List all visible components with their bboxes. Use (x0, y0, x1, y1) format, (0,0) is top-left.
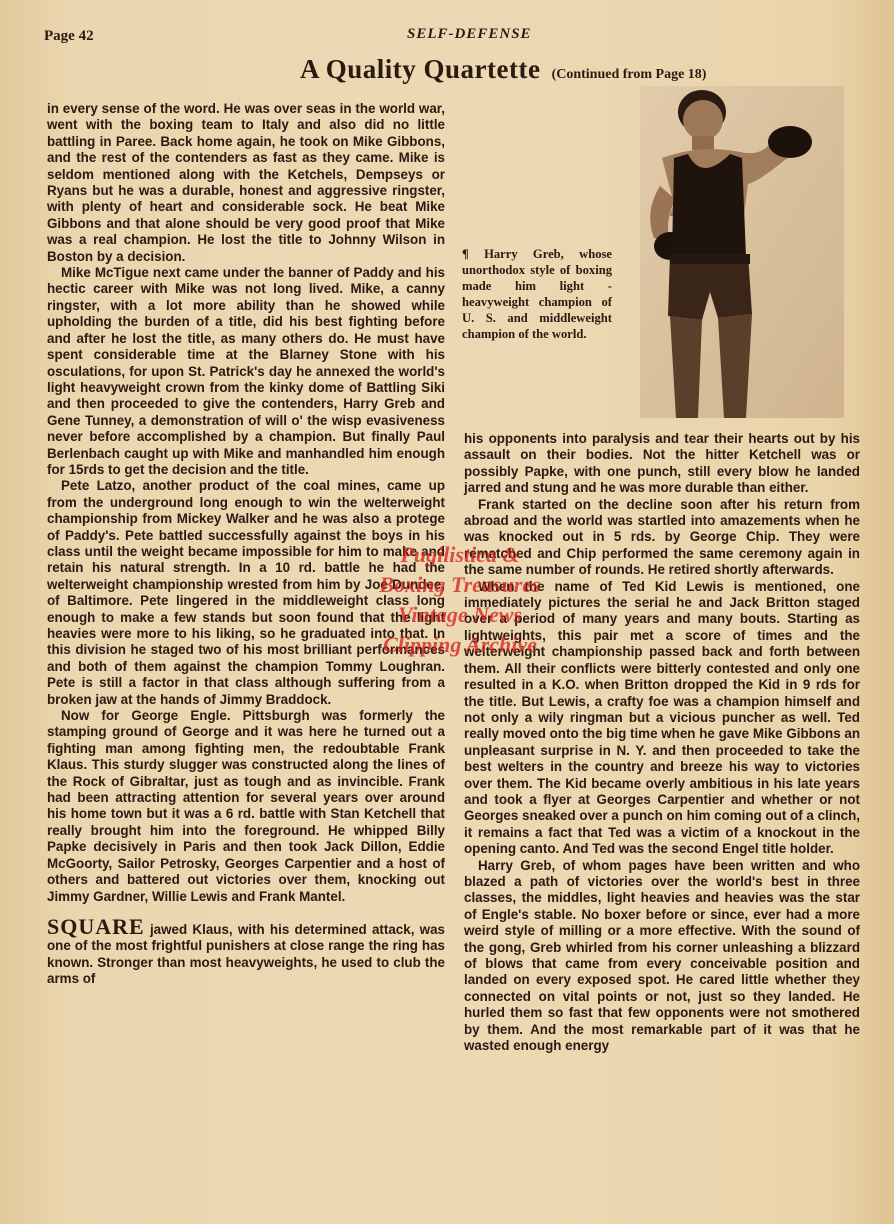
paragraph: Now for George Engle. Pittsburgh was formerly the stamping ground of George and it was here he turned out a fighting man among fighting men, the redoubtable Frank Klaus. This sturdy slugger was constructed along the lines of the Rock of Gibraltar, just as tough and as invincible. Frank had been attracting attention for several years over around his home town but it was a 6 rd. battle with Stan Ketchell that really brought him into the foreground. He whipped Billy Papke decisively in Paris and then took Jack Dillon, Eddie McGoorty, Sailor Petrosky, Georges Carpentier and a host of others and battered out victories over them, knocking out Jimmy Gardner, Willie Lewis and Frank Mantel. (47, 708, 445, 904)
paragraph: in every sense of the word. He was over seas in the world war, went with the boxing team to Italy and also did no little battling in Paree. Back home again, he took on Mike Gibbons, and the rest of the contenders as fast as they came. Mike is seldom mentioned along with the Ketchels, Dempseys or Ryans but he was a durable, honest and aggressive ringster, with plenty of heart and considerable sock. He beat Mike Gibbons and that alone should be very good proof that Mike was a real champion. He lost the title to Johnny Wilson in Boston by a decision. (47, 101, 445, 264)
watermark-line: Clipping Archive (383, 632, 537, 657)
paragraph: Harry Greb, of whom pages have been written and who blazed a path of victories over the world's best in three classes, the middles, light heavies and heavies was the star of Engle's stable. No boxer before or since, ever had a more weird style of milling or a more effective. With the sound of the gong, Greb whirled from his corner unleashing a blizzard of blows that came from every conceivable position and landed on every exposed spot. He cared little whether they connected on vital points or not, just so they landed. He hurled them so fast that few opponents were not smothered by them. And the most remarkable part of it was that he wasted enough energy (464, 857, 860, 1054)
paragraph: When the name of Ted Kid Lewis is mentioned, one immediately pictures the serial he and Jack Britton staged over a period of many years and many bouts. Starting as lightweights, this pair met a score of times and the welterweight championship passed back and forth between them. All their conflicts were bitterly contested and only one resulted in a K.O. when Britton dropped the Kid in 9 rds for the title. But Lewis, a crafty foe was a champion himself and not only a wily ringman but a vicious puncher as well. Ted really moved onto the big time when he gave Mike Gibbons an unpleasant surprise in N. Y. and then proceeded to take the best welters in the country and breeze his way to victories over them. The Kid became overly ambitious in his late years and took a flyer at Georges Carpentier and whether or not Georges sneaked over a punch on him coming out of a clinch, it remains a fact that Ted was a victim of a knockout in the opening canto. And Ted was the second Engel title holder. (464, 578, 860, 857)
watermark (330, 540, 590, 660)
paragraph: Frank started on the decline soon after his return from abroad and the world was startled into amazements when he was knocked out in 5 rds. by George Chip. They were rematched and Chip performed the same ceremony again in the same number of rounds. He retired shortly afterwards. (464, 496, 860, 578)
paragraph-dropcap (47, 913, 445, 988)
watermark-line: Boxing Treasures (379, 572, 541, 597)
photo-caption: ¶ Harry Greb, whose unorthodox style of boxing made him light - heavyweight champion of U. S. and middleweight champion of the world. (462, 247, 612, 341)
paragraph: Pete Latzo, another product of the coal mines, came up from the underground long enough to win the welterweight championship from Mickey Walker and he was also a protege of Paddy's. Pete battled successfully against the boys in his class until the weight became impossible for him to make and retain his natural strength. In a 10 rd. battle he had the welterweight championship wrested from him by Joe Dundee, of Baltimore. Pete lingered in the middleweight class long enough to make a few stands but soon found that the light heavies were more to his liking, so he graduated into that. In this division he staged two of his most brilliant performances and both of them against the champion Tommy Loughran. Pete is still a factor in that class although suffering from a broken jaw at the hands of Jimmy Braddock. (47, 478, 445, 707)
boxer-photo (640, 86, 844, 418)
watermark-line: Pugilistica & (400, 542, 520, 567)
paragraph-text: jawed Klaus, with his determined attack, was one of the most frightful punishers at close range the ring has known. Stronger than most heavyweights, he used to club the arms of (47, 921, 445, 987)
article-title: A Quality Quartette (300, 54, 541, 84)
page-number: Page 42 (44, 28, 94, 44)
boxer-photo-illustration (640, 86, 844, 418)
paragraph: his opponents into paralysis and tear their hearts out by his assault on their bodies. Not the hitter Ketchell was or possibly Papke, with one punch, still every blow he landed jarred and stung and he was more durable than either. (464, 431, 860, 496)
page-header (44, 28, 864, 52)
paragraph: Mike McTigue next came under the banner of Paddy and his hectic career with Mike was not long lived. Mike, a canny ringster, with a lot more ability than he showed while upholding the burden of a title, did his best fighting before and after he lost the title, as many others do. He must have spent considerable time at the Blarney Stone with his osculations, for upon St. Patrick's day he annexed the world's light heavyweight crown from the kinky dome of Battling Siki and then proceeded to give the contenders, Harry Greb and Gene Tunney, a demonstration of will o' the wisp evasiveness never before accomplished by a champion. But finally Paul Berlenbach caught up with Mike and manhandled him enough for 15rds to get the decision and the title. (47, 265, 445, 477)
article-column-right (464, 431, 860, 1054)
dropcap-word: SQUARE (47, 913, 145, 939)
continued-note: (Continued from Page 18) (551, 67, 707, 82)
magazine-name: SELF-DEFENSE (407, 26, 532, 42)
watermark-line: Vintage News (397, 602, 523, 627)
